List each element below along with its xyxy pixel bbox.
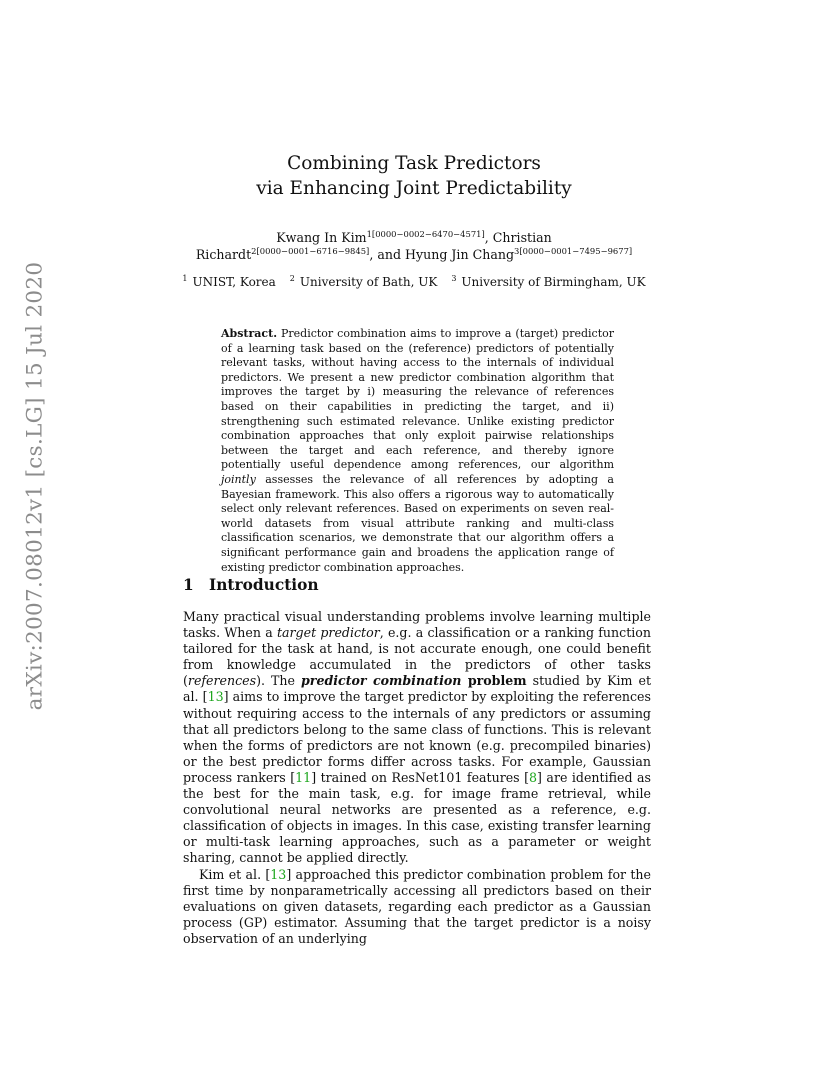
affiliation-number: 1: [182, 274, 188, 283]
section-title: Introduction: [209, 576, 319, 594]
affiliation-number: 2: [289, 274, 295, 283]
author-name: Kwang In Kim: [276, 230, 367, 245]
citation-link[interactable]: 8: [529, 769, 538, 785]
arxiv-side-stamp: [18, 261, 52, 711]
text-run: Many practical visual understanding problems involve learning multiple tasks. When a: [183, 609, 651, 641]
author-orcid: 2[0000−0001−6716−9845]: [251, 246, 370, 256]
text-run: , e.g. a classification or a ranking function tailored for the task at hand, is not accurate enough, one could benefit from knowledge accumulated in the predictors of other tasks (: [183, 625, 651, 689]
arxiv-identifier: arXiv:2007.08012v1 [cs.LG] 15 Jul 2020: [22, 261, 48, 711]
affiliation-name: University of Bath, UK: [299, 275, 438, 289]
text-run: studied by Kim et al. [: [183, 673, 652, 705]
author-name: , and Hyung Jin Chang: [369, 247, 515, 262]
author-name: Richardt: [195, 247, 252, 262]
body-text: [183, 609, 651, 947]
affiliation-name: UNIST, Korea: [192, 275, 276, 289]
affiliation-number: 3: [451, 274, 457, 283]
section-heading: [183, 576, 319, 594]
affiliation-name: University of Birmingham, UK: [461, 275, 646, 289]
emphasis: references: [187, 673, 257, 689]
emphasis: target predictor: [276, 625, 380, 641]
paragraph: [183, 609, 651, 867]
text-run: Kim et al. [: [199, 866, 271, 882]
citation-link[interactable]: 13: [270, 866, 287, 882]
citation-link[interactable]: 13: [207, 689, 224, 705]
abstract-text: assesses the relevance of all references by adopting a Bayesian framework. This also offers a rigorous way to automatically select only relevant references. Based on experiments on seven real-world datasets from visual attribute ranking and multi-class classification scenarios, we demonstrate that our algorithm offers a significant performance gain and broadens the application range of existing predictor combination approaches.: [221, 472, 614, 574]
paragraph: [183, 867, 651, 947]
affiliation-list: [0, 275, 828, 289]
section-number: 1: [183, 576, 194, 594]
abstract: [221, 327, 614, 575]
abstract-emphasis: jointly: [221, 472, 256, 486]
abstract-label: Abstract.: [221, 327, 278, 340]
abstract-text: Predictor combination aims to improve a (target) predictor of a learning task based on the (reference) predictors of potentially relevant tasks, without having access to the internals of individual predictors. We present a new predictor combination algorithm that improves the target by i) measuring the relevance of references based on their capabilities in predicting the target, and ii) strengthening such estimated relevance. Unlike existing predictor combination approaches that only exploit pairwise relationships between the target and each reference, and thereby ignore potentially useful dependence among references, our algorithm: [221, 327, 614, 472]
author-orcid: 1[0000−0002−6470−4571]: [366, 229, 485, 239]
author-orcid: 3[0000−0001−7495−9677]: [514, 246, 633, 256]
paper-title-line-2: via Enhancing Joint Predictability: [256, 178, 572, 199]
bold-term: problem: [461, 673, 527, 689]
text-run: ] aims to improve the target predictor by exploiting the references without requiring access to the internals of any predictors or assuming that all predictors belong to the same class of functions. This is relevant when the forms of predictors are not known (e.g. precompiled binaries) or the best predictor forms differ across tasks. For example, Gaussian process rankers [: [183, 689, 651, 785]
text-run: ] are identified as the best for the main task, e.g. for image frame retrieval, while convolutional neural networks are presented as a reference, e.g. classification of objects in images. In this case, existing transfer learning or multi-task learning approaches, such as a parameter or weight sharing, cannot be applied directly.: [183, 769, 651, 866]
author-separator: , Christian: [484, 230, 552, 245]
author-list: [0, 229, 828, 263]
text-run: ] trained on ResNet101 features [: [311, 769, 530, 785]
citation-link[interactable]: 11: [295, 769, 312, 785]
text-run: ). The: [256, 673, 301, 689]
bold-italic-term: predictor combination: [301, 673, 462, 689]
paper-title-line-1: Combining Task Predictors: [287, 153, 541, 174]
text-run: ] approached this predictor combination problem for the first time by nonparametrically accessing all predictors based on their evaluations on given datasets, regarding each predictor as a Gaussian process (GP) estimator. Assuming that the target predictor is a noisy observation of an underlying: [183, 866, 651, 946]
